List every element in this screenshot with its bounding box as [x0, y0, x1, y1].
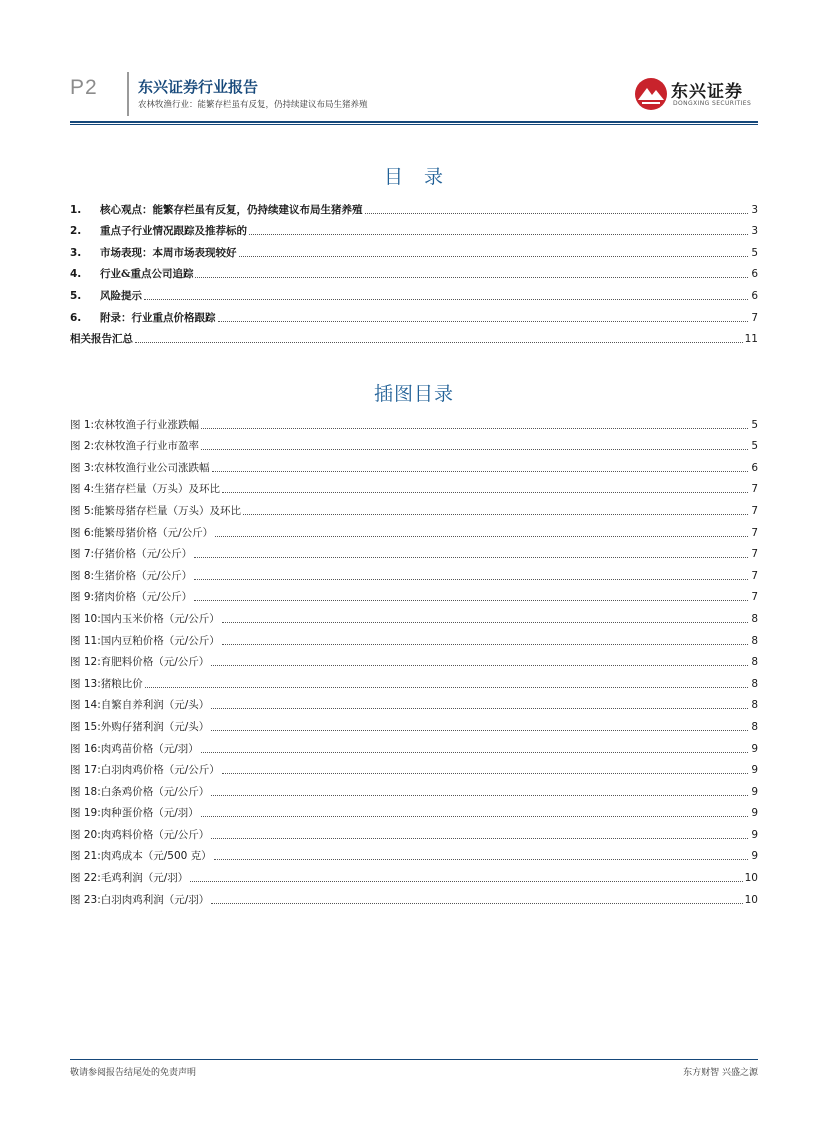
toc-item-label: 行业&重点公司追踪: [100, 268, 194, 281]
figure-item-label: 图 14:自繁自养利润（元/头）: [70, 699, 210, 712]
figure-item[interactable]: [70, 691, 758, 713]
figure-item-page: 9: [751, 742, 758, 755]
toc-item-number: 6.: [70, 311, 82, 324]
logo-english: DONGXING SECURITIES: [673, 100, 752, 107]
figure-item-page: 9: [751, 850, 758, 863]
figure-item-label: 图 20:肉鸡料价格（元/公斤）: [70, 828, 210, 841]
toc-item[interactable]: [70, 303, 758, 325]
figure-leader-dots: [201, 816, 748, 817]
figure-item[interactable]: [70, 842, 758, 864]
figure-item-label: 图 22:毛鸡利润（元/羽）: [70, 872, 189, 885]
toc-item-number: 2.: [70, 225, 82, 238]
figure-item[interactable]: [70, 410, 758, 432]
figures-list: [70, 410, 758, 907]
toc-item-label: 风险提示: [100, 289, 142, 302]
toc-item-label: 核心观点：能繁存栏虽有反复，仍持续建议布局生猪养殖: [100, 203, 363, 216]
figure-item-page: 7: [751, 483, 758, 496]
figure-item[interactable]: [70, 540, 758, 562]
figure-leader-dots: [211, 795, 748, 796]
toc-item[interactable]: [70, 260, 758, 282]
toc-item-page: 3: [751, 225, 758, 238]
toc-item[interactable]: [70, 195, 758, 217]
toc-item-number: 1.: [70, 203, 82, 216]
figure-item-label: 图 16:肉鸡苗价格（元/羽）: [70, 742, 199, 755]
figure-item[interactable]: [70, 799, 758, 821]
figure-leader-dots: [190, 881, 742, 882]
report-subtitle: 农林牧渔行业：能繁存栏虽有反复，仍持续建议布局生猪养殖: [138, 100, 368, 110]
footer-slogan: 东方财智 兴盛之源: [683, 1068, 758, 1078]
toc-item[interactable]: [70, 281, 758, 303]
toc-item-page: 11: [744, 333, 758, 346]
toc-leader-dots: [249, 234, 748, 235]
figure-item-page: 8: [751, 634, 758, 647]
toc-item-page: 6: [751, 289, 758, 302]
figure-item[interactable]: [70, 475, 758, 497]
figure-item-label: 图 10:国内玉米价格（元/公斤）: [70, 612, 220, 625]
toc-leader-dots: [239, 256, 749, 257]
logo-name: 东兴证券: [671, 82, 743, 102]
figure-item-label: 图 2:农林牧渔子行业市盈率: [70, 440, 200, 453]
figure-item-page: 6: [751, 461, 758, 474]
figure-leader-dots: [222, 644, 748, 645]
figure-item-label: 图 12:育肥料价格（元/公斤）: [70, 656, 210, 669]
toc-item-label: 附录：行业重点价格跟踪: [100, 311, 216, 324]
figure-leader-dots: [211, 903, 742, 904]
toc-leader-dots: [195, 277, 748, 278]
figure-item[interactable]: [70, 885, 758, 907]
figure-item[interactable]: [70, 518, 758, 540]
header-rule-thin: [70, 124, 758, 125]
figure-item[interactable]: [70, 712, 758, 734]
figures-title: 插图目录: [373, 383, 454, 405]
figure-leader-dots: [212, 471, 748, 472]
figure-item-page: 9: [751, 785, 758, 798]
toc-item-label: 市场表现：本周市场表现较好: [100, 246, 237, 259]
figure-item[interactable]: [70, 604, 758, 626]
figure-item-label: 图 21:肉鸡成本（元/500 克）: [70, 850, 212, 863]
figure-leader-dots: [222, 773, 748, 774]
figure-item-label: 图 9:猪肉价格（元/公斤）: [70, 591, 193, 604]
footer-rule: [70, 1059, 758, 1060]
toc-leader-dots: [135, 342, 743, 343]
toc-item-page: 6: [751, 268, 758, 281]
figure-leader-dots: [211, 838, 748, 839]
figure-item-label: 图 13:猪粮比价: [70, 677, 143, 690]
figure-leader-dots: [222, 622, 748, 623]
figure-item-label: 图 15:外购仔猪利润（元/头）: [70, 720, 210, 733]
figure-item[interactable]: [70, 756, 758, 778]
figure-item-label: 图 17:白羽肉鸡价格（元/公斤）: [70, 764, 220, 777]
figure-item-page: 8: [751, 677, 758, 690]
toc-item[interactable]: [70, 238, 758, 260]
figure-item-label: 图 23:白羽肉鸡利润（元/羽）: [70, 893, 210, 906]
figure-item[interactable]: [70, 863, 758, 885]
figure-item-page: 9: [751, 807, 758, 820]
toc-item-label: 相关报告汇总: [70, 333, 133, 346]
figure-item-label: 图 5:能繁母猪存栏量（万头）及环比: [70, 504, 242, 517]
figure-leader-dots: [211, 730, 748, 731]
figure-item-label: 图 7:仔猪价格（元/公斤）: [70, 548, 193, 561]
figure-item-label: 图 18:白条鸡价格（元/公斤）: [70, 785, 210, 798]
figure-item[interactable]: [70, 561, 758, 583]
figure-item-label: 图 8:生猪价格（元/公斤）: [70, 569, 193, 582]
figure-item-page: 10: [744, 893, 758, 906]
figure-item[interactable]: [70, 432, 758, 454]
toc-item-page: 3: [751, 203, 758, 216]
figure-item-page: 8: [751, 656, 758, 669]
figure-leader-dots: [201, 449, 748, 450]
figure-item-label: 图 11:国内豆粕价格（元/公斤）: [70, 634, 220, 647]
toc-item-number: 5.: [70, 289, 82, 302]
figure-leader-dots: [194, 557, 748, 558]
figure-item[interactable]: [70, 626, 758, 648]
company-logo: [633, 76, 763, 116]
figure-leader-dots: [194, 579, 748, 580]
toc-item-label: 重点子行业情况跟踪及推荐标的: [100, 225, 247, 238]
figure-leader-dots: [211, 665, 748, 666]
figure-item-label: 图 6:能繁母猪价格（元/公斤）: [70, 526, 214, 539]
figure-item[interactable]: [70, 496, 758, 518]
toc-leader-dots: [144, 299, 748, 300]
figure-leader-dots: [215, 536, 748, 537]
header-rule: [70, 121, 758, 123]
figure-item-page: 8: [751, 699, 758, 712]
dongxing-logo-icon: [633, 76, 669, 112]
figure-item-page: 10: [744, 872, 758, 885]
figure-leader-dots: [145, 687, 748, 688]
figure-item[interactable]: [70, 453, 758, 475]
toc-list: [70, 195, 758, 346]
footer-disclaimer: 敬请参阅报告结尾处的免责声明: [70, 1068, 197, 1078]
figure-item-label: 图 1:农林牧渔子行业涨跌幅: [70, 418, 200, 431]
toc-item[interactable]: [70, 325, 758, 347]
figure-leader-dots: [222, 492, 748, 493]
figure-item-page: 7: [751, 569, 758, 582]
figure-item-page: 9: [751, 828, 758, 841]
figure-leader-dots: [243, 514, 748, 515]
page-number: P2: [70, 76, 98, 99]
figure-item-page: 5: [751, 418, 758, 431]
figure-item-page: 7: [751, 548, 758, 561]
toc-leader-dots: [365, 213, 749, 214]
figure-item-label: 图 19:肉种蛋价格（元/羽）: [70, 807, 199, 820]
toc-item-page: 7: [751, 311, 758, 324]
figure-item[interactable]: [70, 583, 758, 605]
figure-item-page: 7: [751, 591, 758, 604]
figure-leader-dots: [211, 708, 748, 709]
figure-item-page: 5: [751, 440, 758, 453]
figure-item[interactable]: [70, 669, 758, 691]
figure-item[interactable]: [70, 820, 758, 842]
report-title: 东兴证券行业报告: [138, 78, 259, 96]
figure-item-label: 图 4:生猪存栏量（万头）及环比: [70, 483, 221, 496]
figure-item[interactable]: [70, 734, 758, 756]
figure-item-page: 9: [751, 764, 758, 777]
figure-item-label: 图 3:农林牧渔行业公司涨跌幅: [70, 461, 210, 474]
toc-item[interactable]: [70, 217, 758, 239]
figure-item-page: 8: [751, 720, 758, 733]
figure-leader-dots: [194, 600, 748, 601]
figure-leader-dots: [201, 752, 748, 753]
figure-item[interactable]: [70, 777, 758, 799]
toc-item-page: 5: [751, 246, 758, 259]
figure-item-page: 7: [751, 504, 758, 517]
toc-item-number: 4.: [70, 268, 82, 281]
figure-leader-dots: [214, 859, 748, 860]
figure-item-page: 8: [751, 612, 758, 625]
toc-title: 目 录: [383, 166, 444, 188]
figure-item[interactable]: [70, 648, 758, 670]
toc-item-number: 3.: [70, 246, 82, 259]
header-separator: [127, 72, 129, 116]
toc-leader-dots: [218, 321, 749, 322]
figure-item-page: 7: [751, 526, 758, 539]
figure-leader-dots: [201, 428, 748, 429]
